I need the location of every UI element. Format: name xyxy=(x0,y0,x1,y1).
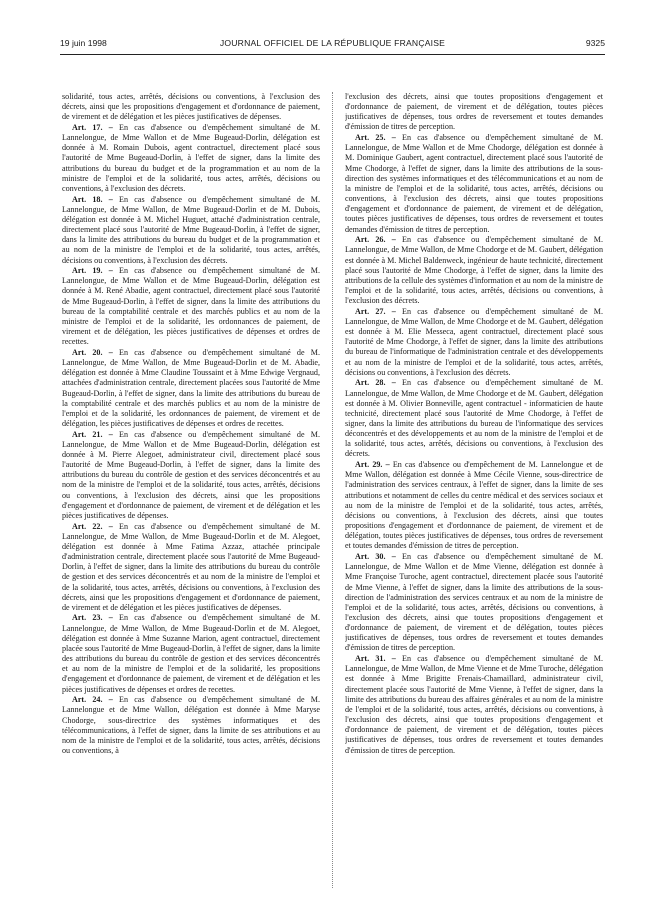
article-20 xyxy=(62,348,320,429)
article-number: Art. 24. – xyxy=(72,695,113,705)
continued-paragraph: l'exclusion des décrets, ainsi que toutes propositions d'engagement et d'ordonnance de paiement, de virement et de délégation, toutes pièces justificatives de dépenses, tous ordres de reversement et toutes demandes d'émission de titres de perception. xyxy=(345,92,603,132)
article-21 xyxy=(62,430,320,521)
left-column xyxy=(62,92,320,888)
article-number: Art. 25. – xyxy=(355,133,396,143)
article-27 xyxy=(345,307,603,378)
article-text: En cas d'absence ou d'empêchement simultané de M. Lannelongue, de Mme Wallon et de Mme Bugeaud-Dorlin, délégation est donnée à M. Pierre Alegoet, administrateur civil, directement placé sous l'autorité de Mme Bugeaud-Dorlin, à l'effet de signer, dans la limite des attributions du bureau du contrôle de gestion et des services déconcentrés et au nom de la ministre de l'emploi et de la solidarité, tous actes, arrêtés, décisions ou conventions, à l'exclusion des décrets, ainsi que les propositions d'engagement et d'ordonnance de paiement, de virement et de délégation et les pièces justificatives de dépenses. xyxy=(62,429,320,520)
article-text: En cas d'absence ou d'empêchement simultané de M. Lannelongue, de Mme Wallon, de Mme Chodorge et de M. Gaubert, délégation est donnée à M. Elie Messeca, agent contractuel, directement placé sous l'autorité de Mme Chodorge, à l'effet de signer, dans la limite des attributions du bureau de l'informatique de l'administration centrale et des développements et au nom de la ministre de l'emploi et de la solidarité, tous actes, arrêtés, décisions ou conventions, à l'exclusion des décrets. xyxy=(345,306,603,377)
article-text: En cas d'absence ou d'empêchement simultané de M. Lannelongue, de Mme Wallon, de Mme Bugeaud-Dorlin et de M. Dubois, délégation est donnée à M. Michel Huguet, attaché d'administration centrale, directement placé sous l'autorité de Mme Bugeaud-Dorlin, à l'effet de signer, dans la limite des attributions du bureau du budget et de la programmation et au nom de la ministre de l'emploi et de la solidarité, tous actes, arrêtés, décisions ou conventions, à l'exclusion des décrets. xyxy=(62,194,320,265)
article-19 xyxy=(62,266,320,347)
article-number: Art. 17. – xyxy=(72,122,113,132)
article-25 xyxy=(345,133,603,235)
article-30 xyxy=(345,552,603,654)
article-number: Art. 19. – xyxy=(72,266,113,276)
continued-paragraph: solidarité, tous actes, arrêtés, décisions ou conventions, à l'exclusion des décrets, ainsi que les propositions d'engagement et d'ordonnance de paiement, de virement et de délégation et les pièces justificatives de dépenses. xyxy=(62,92,320,122)
article-31 xyxy=(345,654,603,756)
article-18 xyxy=(62,195,320,266)
article-text: En cas d'absence ou d'empêchement simultané de M. Lannelongue, de Mme Wallon et de Mme Vienne, délégation est donnée à Mme Françoise Turoche, agent contractuel, directement placée sous l'autorité de Mme Vienne, à l'effet de signer, dans la limite des attributions de la sous-direction de l'administration des services centraux et au nom de la ministre de l'emploi et de la solidarité, tous actes, arrêtés, décisions ou conventions, à l'exclusion des décrets, ainsi que toutes propositions d'engagement et d'ordonnance de paiement, de virement et de délégation, toutes pièces justificatives de dépenses, tous ordres de reversement et toutes demandes d'émission de titres de perception. xyxy=(345,552,603,653)
article-number: Art. 26. – xyxy=(355,235,396,245)
article-number: Art. 28. – xyxy=(355,378,396,388)
column-divider xyxy=(332,92,333,888)
right-column xyxy=(345,92,603,888)
journal-title: JOURNAL OFFICIEL DE LA RÉPUBLIQUE FRANÇAISE xyxy=(219,38,446,48)
article-28 xyxy=(345,378,603,459)
article-number: Art. 18. – xyxy=(72,194,113,204)
page-number: 9325 xyxy=(585,38,605,48)
article-text: En cas d'absence ou d'empêchement simultané de M. Lannelongue, de Mme Wallon, de Mme Bugeaud-Dorlin et de M. Alegoet, délégation est donnée à Mme Fatima Azzaz, attachée principale d'administration centrale, directement placée sous l'autorité de Mme Bugeaud-Dorlin, à l'effet de signer, dans la limite des attributions du bureau du contrôle de gestion et des services déconcentrés et au nom de la ministre de l'emploi et de la solidarité, tous actes, arrêtés, décisions ou conventions, à l'exclusion des décrets, ainsi que les propositions d'engagement et d'ordonnance de paiement, de virement et de délégation et les pièces justificatives de dépenses. xyxy=(62,521,320,612)
article-text: En cas d'absence ou d'empêchement simultané de M. Lannelongue, de Mme Wallon et de Mme Bugeaud-Dorlin, délégation est donnée à M. Romain Dubois, agent contractuel, directement placé sous l'autorité de Mme Bugeaud-Dorlin, à l'effet de signer, dans la limite des attributions du bureau du budget et de la programmation et au nom de la ministre de l'emploi et de la solidarité, tous actes, arrêtés, décisions ou conventions, à l'exclusion des décrets. xyxy=(62,122,320,193)
article-text: En cas d'absence ou d'empêchement simultané de M. Lannelongue, de Mme Wallon et de Mme Chodorge, délégation est donnée à M. Dominique Gaubert, agent contractuel, directement placé sous l'autorité de Mme Chodorge, à l'effet de signer, dans la limite des attributions de la sous-direction des systèmes informatiques et des télécommunications et au nom de la ministre de l'emploi et de la solidarité, tous actes, arrêtés, décisions ou conventions, à l'exclusion des décrets, ainsi que toutes propositions d'engagement et d'ordonnance de paiement, de virement et de délégation, toutes pièces justificatives de dépenses, tous ordres de reversement et toutes demandes d'émission de titres de perception. xyxy=(345,133,603,234)
article-23 xyxy=(62,613,320,694)
article-number: Art. 31. – xyxy=(355,654,396,664)
article-number: Art. 21. – xyxy=(72,429,113,439)
article-text: En cas d'absence ou d'empêchement simultané de M. Lannelongue, de Mme Wallon et de Mme Bugeaud-Dorlin, délégation est donnée à M. René Abadie, agent contractuel, directement placé sous l'autorité de Mme Bugeaud-Dorlin, à l'effet de signer, dans la limite des attributions du bureau de la comptabilité centrale et des marchés publics et au nom de la ministre de l'emploi et de la solidarité, les ordonnances de paiement, de virement et de délégation, les pièces justificatives de dépenses et ordres de recettes. xyxy=(62,266,320,347)
article-24 xyxy=(62,695,320,756)
article-text: En cas d'absence ou d'empêchement simultané de M. Lannelongue, de Mme Wallon, de Mme Bugeaud-Dorlin et de M. Alegoet, délégation est donnée à Mme Suzanne Marion, agent contractuel, directement placée sous l'autorité de Mme Bugeaud-Dorlin, à l'effet de signer, dans la limite des attributions du bureau du contrôle de gestion et des services déconcentrés et au nom de la ministre de l'emploi et de la solidarité, les propositions d'engagement et d'ordonnance de paiement, de virement et de délégation et les pièces justificatives de dépenses et ordres de recettes. xyxy=(62,613,320,694)
article-number: Art. 27. – xyxy=(355,306,396,316)
issue-date: 19 juin 1998 xyxy=(60,38,107,48)
article-text: En cas d'absence ou d'empêchement simultané de M. Lannelongue, de Mme Wallon, de Mme Vienne et de Mme Turoche, délégation est donnée à Mme Brigitte Frenais-Chamaillard, administrateur civil, directement placée sous l'autorité de Mme Vienne, à l'effet de signer, dans la limite des attributions du bureau des affaires générales et au nom de la ministre de l'emploi et de la solidarité, tous actes, arrêtés, décisions ou conventions, à l'exclusion des décrets, ainsi que toutes propositions d'engagement et d'ordonnance de paiement, de virement et de délégation, toutes pièces justificatives de dépenses, tous ordres de reversement et toutes demandes d'émission de titres de perception. xyxy=(345,654,603,755)
article-text: En cas d'absence ou d'empêchement simultané de M. Lannelongue, de Mme Wallon, de Mme Chodorge et de M. Gaubert, délégation est donnée à M. Michel Baldenweck, ingénieur de haute technicité, directement placé sous l'autorité de Mme Chodorge, à l'effet de signer, dans la limite des attributions de la cellule des systèmes d'information et au nom de la ministre de l'emploi et de la solidarité, tous actes, arrêtés, décisions ou conventions, à l'exclusion des décrets. xyxy=(345,235,603,306)
article-number: Art. 29. – xyxy=(355,460,390,470)
article-text: En cas d'absence ou d'empêchement simultané de M. Lannelongue et de Mme Wallon, délégation est donnée à Mme Maryse Chodorge, sous-directrice des systèmes informatiques et des télécommunications, à l'effet de signer, dans la limite de ses attributions et au nom de la ministre de l'emploi et de la solidarité, tous actes, arrêtés, décisions ou conventions, à xyxy=(62,695,320,755)
article-number: Art. 23. – xyxy=(72,613,113,623)
article-22 xyxy=(62,522,320,613)
article-number: Art. 30. – xyxy=(355,552,396,562)
article-number: Art. 22. – xyxy=(72,521,113,531)
article-26 xyxy=(345,235,603,306)
article-29 xyxy=(345,460,603,551)
article-number: Art. 20. – xyxy=(72,347,113,357)
article-text: En cas d'absence ou d'empêchement simultané de M. Lannelongue, de Mme Wallon, de Mme Bugeaud-Dorlin et de M. Abadie, délégation est donnée à Mme Claudine Toussaint et à Mme Edwige Vergnaud, attachées d'administration centrale, directement placées sous l'autorité de Mme Bugeaud-Dorlin, à l'effet de signer, dans la limite des attributions du bureau de la comptabilité centrale et des marchés publics et au nom de la ministre de l'emploi et de la solidarité, les ordonnances de paiement, de virement et de délégation, les pièces justificatives de dépenses et ordres de recettes. xyxy=(62,347,320,428)
article-17 xyxy=(62,123,320,194)
page-header xyxy=(60,38,605,55)
article-text: En cas d'absence ou d'empêchement de M. Lannelongue et de Mme Wallon, délégation est donnée à Mme Cécile Vienne, sous-directrice de l'administration des services centraux, à l'effet de signer, dans la limite de ses attributions et notamment de celles du centre médical et des services sociaux et au nom de la ministre de l'emploi et de la solidarité, tous actes, arrêtés, décisions ou conventions, à l'exclusion des décrets, ainsi que toutes propositions d'engagement et d'ordonnance de paiement, de virement et de délégation, toutes pièces justificatives de dépenses, tous ordres de reversement et toutes demandes d'émission de titres de perception. xyxy=(345,460,603,551)
article-text: En cas d'absence ou d'empêchement simultané de M. Lannelongue, de Mme Wallon, de Mme Chodorge et de M. Gaubert, délégation est donnée à M. Olivier Bonneville, agent contractuel - informaticien de haute technicité, directement placé sous l'autorité de Mme Chodorge, à l'effet de signer, dans la limite des attributions du bureau de l'informatique des services déconcentrés et des développements et au nom de la ministre de l'emploi et de la solidarité, tous actes, arrêtés, décisions ou conventions, à l'exclusion des décrets. xyxy=(345,378,603,459)
